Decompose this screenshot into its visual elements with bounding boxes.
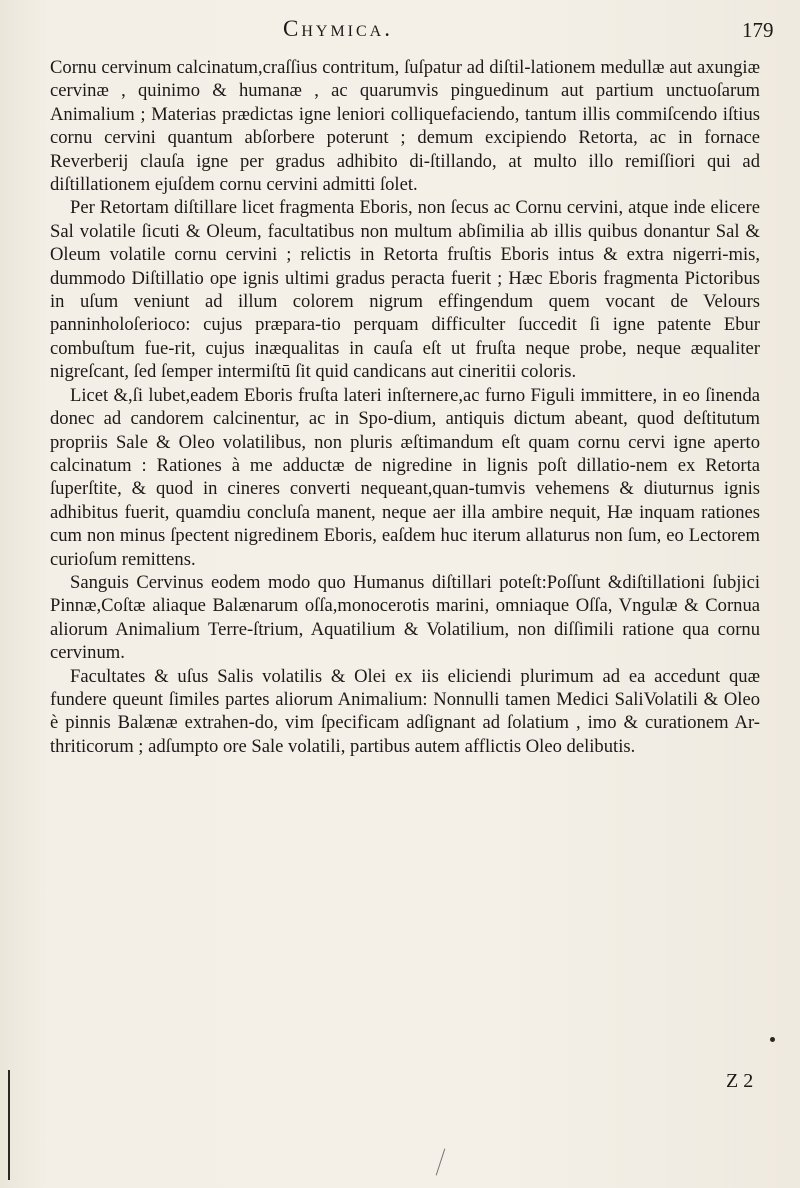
body-text	[50, 56, 760, 758]
paragraph-facultates: Facultates & uſus Salis volatilis & Olei ex iis eliciendi plurimum ad ea accedunt quæ fundere queunt ſimiles partes aliorum Animalium: Nonnulli tamen Medici SaliVolatili & Oleo è pinnis Balænæ extrahen-do, vim ſpecificam adſignant ad ſolatium , imo & curationem Ar-thriticorum ; adſumpto ore Sale volatili, partibus autem afflictis Oleo delibutis.	[50, 665, 760, 757]
page-number: 179	[742, 18, 774, 42]
paragraph-cornu-cervinum: Cornu cervinum calcinatum,craſſius contritum, ſuſpatur ad diſtil-lationem medullæ aut axungiæ cervinæ , quinimo & humanæ , ac quarumvis pinguedinum aut partium unctuoſarum Animalium ; Materias prædictas igne leniori colliquefaciendo, tantum illis commiſcendo iſtius cornu cervini quantum abſorbere poterunt ; demum excipiendo Retorta, ac in fornace Reverberij clauſa igne per gradus adhibito di-ſtillando, at multo illo remiſſiori qui ad diſtillationem ejuſdem cornu cervini admitti ſolet.	[50, 57, 760, 196]
running-head: Chymica.	[283, 16, 393, 41]
stray-pen-stroke	[436, 1149, 446, 1176]
paragraph-sanguis-cervinus: Sanguis Cervinus eodem modo quo Humanus diſtillari poteſt:Poſſunt &diſtillationi ſubjici Pinnæ,Coſtæ aliaque Balænarum oſſa,monocerotis marini, omniaque Oſſa, Vngulæ & Cornua aliorum Animalium Terre-ſtrium, Aquatilium & Volatilium, non diſſimili ratione qua cornu cervinum.	[50, 571, 760, 664]
page-edge-line	[8, 1070, 10, 1180]
paragraph-retorta-eboris: Per Retortam diſtillare licet fragmenta Eboris, non ſecus ac Cornu cervini, atque inde elicere Sal volatile ſicuti & Oleum, facultatibus non multum abſimilia ab illis quibus donantur Sal & Oleum volatile cornu cervini ; relictis in Retorta fruſtis Eboris intus & extra nigerri-mis, dummodo Diſtillatio ope ignis ultimi gradus peracta fuerit ; Hæc Eboris fragmenta Pictoribus in uſum veniunt ad illum colorem nigrum effingendum quem vocant de Velours panninholoſerioco: cujus præpara-tio perquam difficulter ſuccedit ſi igne patente Ebur combuſtum fue-rit, cujus inæqualitas in cauſa eſt ut fruſta neque probe, neque æqualiter nigreſcant, ſed ſemper intermiſtū ſit quid candicans aut cineritii coloris.	[50, 197, 760, 383]
ink-dot	[770, 1037, 775, 1042]
paragraph-spodium: Licet &,ſi lubet,eadem Eboris fruſta lateri inſternere,ac furno Figuli immittere, in eo ſinenda donec ad candorem calcinentur, ac in Spo-dium, antiquis dictum abeant, quod deſtitutum propriis Sale & Oleo volatilibus, non pluris æſtimandum eſt quam cornu cervi igne aperto calcinatum : Rationes à me adductæ de nigredine in lignis poſt dillatio-nem ex Retorta ſuperſtite, & quod in cineres converti nequeant,quan-tumvis vehemens & diuturnus ignis adhibitus fuerit, quamdiu concluſa manent, neque aer illa ambire nequit, Hæ inquam rationes cum non minus ſpectent nigredinem Eboris, eaſdem huc iterum allaturus non ſum, eo Lectorem curioſum remittens.	[50, 384, 760, 570]
catchword: Z 2	[726, 1070, 754, 1092]
page-header	[0, 12, 800, 52]
